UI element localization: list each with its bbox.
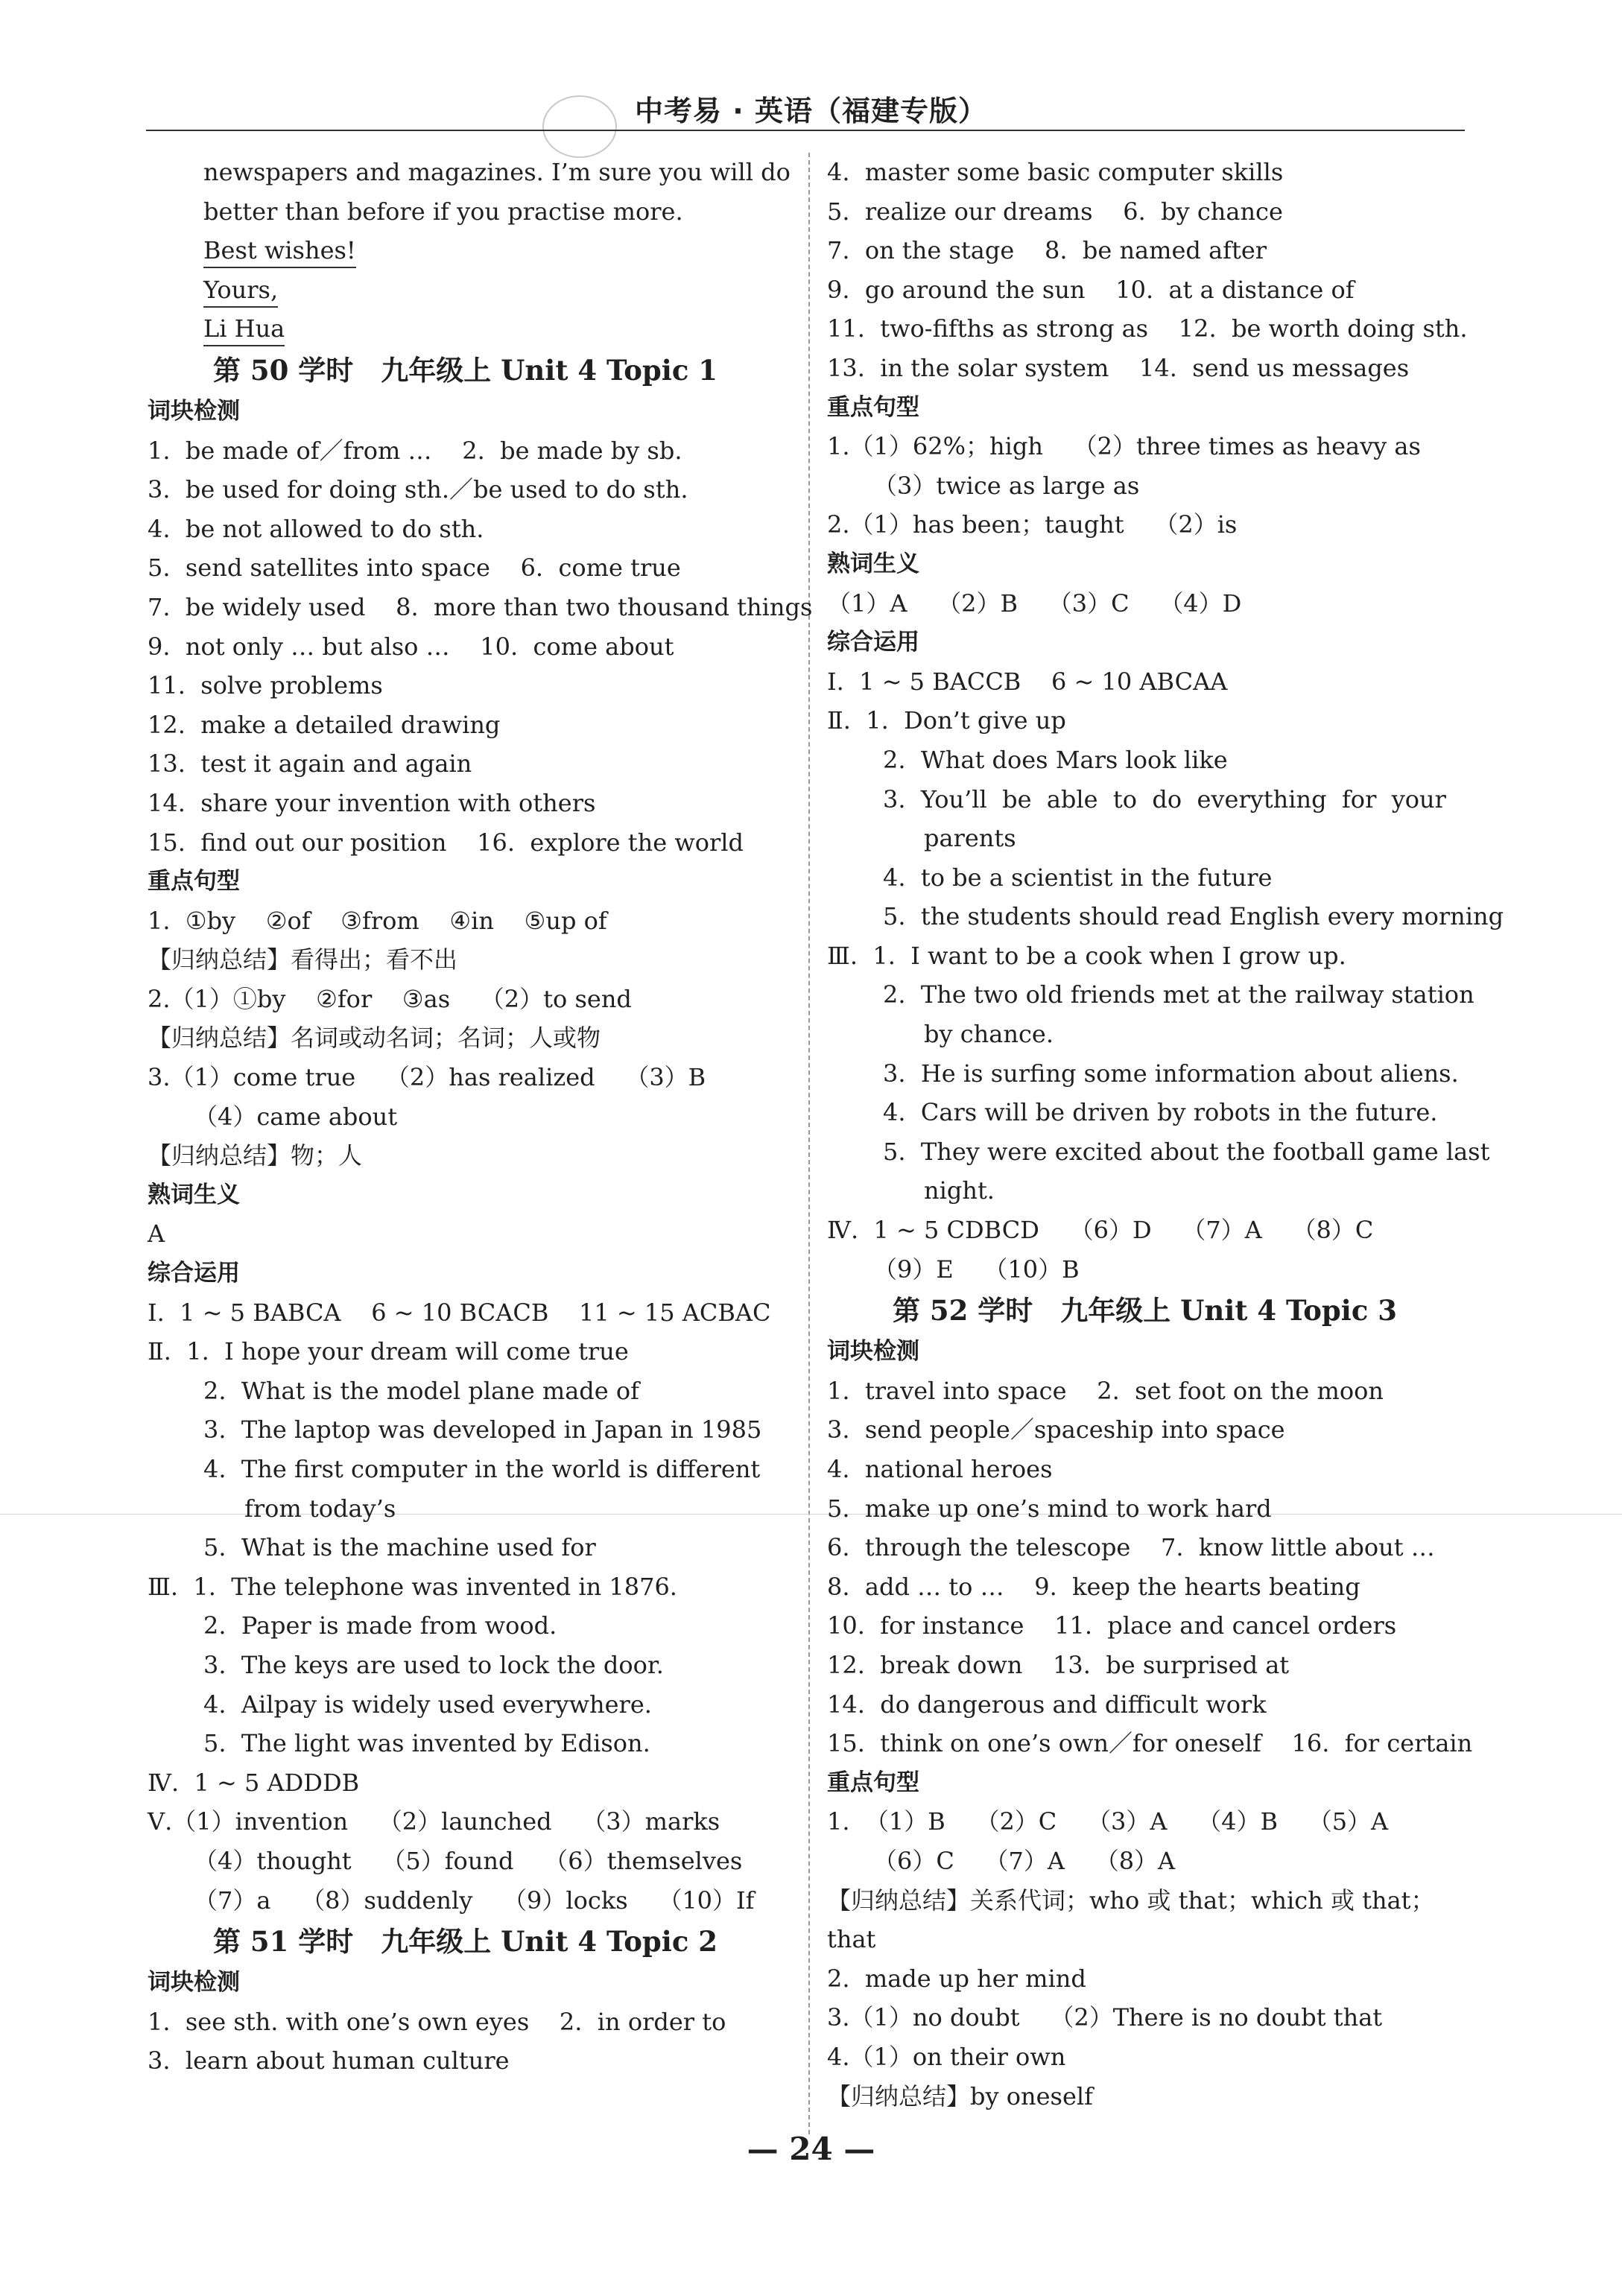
answer-line: 12. make a detailed drawing xyxy=(148,710,501,739)
answer-line: Ⅴ.（1）invention （2）launched （3）marks xyxy=(148,1807,720,1836)
summary-line: 【归纳总结】by oneself xyxy=(827,2081,1093,2111)
answer-line: 6. through the telescope 7. know little about … xyxy=(827,1533,1435,1562)
answer-line: （1）A （2）B （3）C （4）D xyxy=(827,589,1242,618)
answer-line: parents xyxy=(924,824,1016,853)
answer-line: 4. Cars will be driven by robots in the future. xyxy=(883,1098,1438,1127)
answer-line: （4）came about xyxy=(194,1102,398,1131)
answer-line: 11. two-fifths as strong as 12. be worth doing sth. xyxy=(827,314,1468,343)
section-heading: 词块检测 xyxy=(148,397,240,425)
header-rule xyxy=(146,130,1465,131)
answer-line: Ⅳ. 1 ~ 5 CDBCD （6）D （7）A （8）C xyxy=(827,1216,1374,1245)
answer-line: 15. find out our position 16. explore the world xyxy=(148,828,744,857)
answer-line: 5. The light was invented by Edison. xyxy=(203,1729,650,1758)
answer-line: 14. do dangerous and difficult work xyxy=(827,1690,1267,1719)
answer-line: （9）E （10）B xyxy=(873,1255,1080,1284)
right-column xyxy=(827,153,1504,2116)
answer-line: Ⅲ. 1. The telephone was invented in 1876. xyxy=(148,1572,677,1601)
answer-line: （4）thought （5）found （6）themselves xyxy=(194,1846,743,1875)
header-title: 中考易 · 英语（福建专版） xyxy=(635,95,987,127)
letter-closing: Best wishes! xyxy=(203,234,356,268)
answer-line: Ⅰ. 1 ~ 5 BACCB 6 ~ 10 ABCAA xyxy=(827,667,1228,696)
answer-line: （7）a （8）suddenly （9）locks （10）If xyxy=(194,1886,755,1915)
answer-line: 3. send people／spaceship into space xyxy=(827,1415,1285,1444)
answer-line: 2. What does Mars look like xyxy=(883,745,1228,774)
letter-signature: Li Hua xyxy=(203,312,285,346)
answer-line: Ⅱ. 1. I hope your dream will come true xyxy=(148,1337,629,1366)
answer-line: 2. The two old friends met at the railway station xyxy=(883,980,1474,1009)
section-heading: 熟词生义 xyxy=(148,1181,240,1208)
answer-line: 2. Paper is made from wood. xyxy=(203,1611,557,1640)
summary-line: that xyxy=(827,1925,876,1954)
answer-line: 14. share your invention with others xyxy=(148,788,596,817)
answer-line: （6）C （7）A （8）A xyxy=(873,1846,1176,1875)
answer-line: night. xyxy=(924,1176,995,1205)
lesson-50-title: 第 50 学时 九年级上 Unit 4 Topic 1 xyxy=(213,353,718,387)
answer-line: 8. add … to … 9. keep the hearts beating xyxy=(827,1572,1360,1601)
answer-line: 1. be made of／from … 2. be made by sb. xyxy=(148,436,682,465)
answer-line: 5. What is the machine used for xyxy=(203,1533,596,1562)
answer-line: 3. be used for doing sth.／be used to do sth. xyxy=(148,475,688,504)
answer-line: 4. Ailpay is widely used everywhere. xyxy=(203,1690,652,1719)
letter-closing: Yours, xyxy=(203,273,278,308)
section-heading: 综合运用 xyxy=(827,629,919,656)
answer-line: 12. break down 13. be surprised at xyxy=(827,1650,1290,1679)
summary-line: 【归纳总结】名词或动名词；名词；人或物 xyxy=(148,1024,601,1053)
section-heading: 重点句型 xyxy=(148,868,240,895)
answer-line: 1.（1）62%；high （2）three times as heavy as xyxy=(827,432,1421,461)
answer-line: Ⅱ. 1. Don’t give up xyxy=(827,706,1066,735)
answer-line: Ⅰ. 1 ~ 5 BABCA 6 ~ 10 BCACB 11 ~ 15 ACBAC xyxy=(148,1298,771,1327)
summary-line: 【归纳总结】关系代词；who 或 that；which 或 that； xyxy=(827,1886,1435,1915)
answer-line: 3. He is surfing some information about aliens. xyxy=(883,1059,1459,1088)
section-heading: 重点句型 xyxy=(827,393,919,421)
answer-line: 5. make up one’s mind to work hard xyxy=(827,1494,1272,1523)
answer-line: 15. think on one’s own／for oneself 16. for certain xyxy=(827,1729,1473,1758)
section-heading: 重点句型 xyxy=(827,1769,919,1796)
answer-line: 3. learn about human culture xyxy=(148,2046,510,2075)
answer-line: 5. the students should read English every morning xyxy=(883,902,1504,931)
answer-line: 4. be not allowed to do sth. xyxy=(148,514,484,543)
answer-line: 1. （1）B （2）C （3）A （4）B （5）A xyxy=(827,1807,1389,1836)
section-heading: 熟词生义 xyxy=(827,550,919,577)
answer-line: 11. solve problems xyxy=(148,671,383,700)
answer-line: 9. not only … but also … 10. come about xyxy=(148,632,674,661)
section-heading: 综合运用 xyxy=(148,1260,240,1287)
answer-line: 2.（1）has been；taught （2）is xyxy=(827,510,1238,539)
answer-line: 1. see sth. with one’s own eyes 2. in order to xyxy=(148,2007,726,2036)
answer-line: by chance. xyxy=(924,1020,1054,1049)
summary-line: 【归纳总结】物；人 xyxy=(148,1141,363,1170)
answer-line: Ⅳ. 1 ~ 5 ADDDB xyxy=(148,1768,360,1797)
lesson-51-title: 第 51 学时 九年级上 Unit 4 Topic 2 xyxy=(213,1925,718,1959)
answer-line: 3.（1）no doubt （2）There is no doubt that xyxy=(827,2003,1383,2032)
stamp-logo-icon xyxy=(542,95,617,158)
answer-line: 4. to be a scientist in the future xyxy=(883,863,1273,892)
answer-line: 4.（1）on their own xyxy=(827,2042,1066,2071)
answer-line: 4. master some basic computer skills xyxy=(827,158,1284,186)
answer-line: Ⅲ. 1. I want to be a cook when I grow up. xyxy=(827,941,1346,970)
answer-line: 2. What is the model plane made of xyxy=(203,1376,639,1405)
letter-line: newspapers and magazines. I’m sure you will do xyxy=(203,158,791,186)
answer-line: 3.（1）come true （2）has realized （3）B xyxy=(148,1063,706,1092)
section-heading: 词块检测 xyxy=(148,1969,240,1997)
answer-line: 7. be widely used 8. more than two thousand things xyxy=(148,592,813,621)
answer-line: 1. ①by ②of ③from ④in ⑤up of xyxy=(148,906,607,935)
answer-line: 5. send satellites into space 6. come true xyxy=(148,554,681,583)
answer-line: 5. They were excited about the football game last xyxy=(883,1137,1490,1166)
summary-line: 【归纳总结】看得出；看不出 xyxy=(148,945,458,974)
answer-line: 13. in the solar system 14. send us messages xyxy=(827,353,1410,382)
answer-line: 4. national heroes xyxy=(827,1455,1053,1483)
answer-line: 3. The laptop was developed in Japan in 1985 xyxy=(203,1415,762,1444)
answer-line: A xyxy=(148,1220,165,1249)
answer-line: （3）twice as large as xyxy=(873,471,1140,500)
section-heading: 词块检测 xyxy=(827,1338,919,1366)
column-divider xyxy=(808,153,810,2134)
answer-line: 1. travel into space 2. set foot on the moon xyxy=(827,1376,1384,1405)
answer-line: 10. for instance 11. place and cancel orders xyxy=(827,1611,1397,1640)
lesson-52-title: 第 52 学时 九年级上 Unit 4 Topic 3 xyxy=(893,1294,1398,1328)
answer-line: 4. The first computer in the world is different xyxy=(203,1455,761,1483)
answer-line: 3. The keys are used to lock the door. xyxy=(203,1650,664,1679)
page-number: — 24 — xyxy=(747,2131,875,2167)
answer-line: 2.（1）①by ②for ③as （2）to send xyxy=(148,984,632,1013)
answer-line: 3. You’ll be able to do everything for your xyxy=(883,784,1446,814)
answer-line: 5. realize our dreams 6. by chance xyxy=(827,197,1283,226)
answer-line: 2. made up her mind xyxy=(827,1964,1086,1993)
answer-line: 9. go around the sun 10. at a distance of xyxy=(827,275,1355,304)
answer-line: 13. test it again and again xyxy=(148,749,472,778)
answer-line: 7. on the stage 8. be named after xyxy=(827,236,1267,265)
answer-line: from today’s xyxy=(244,1494,396,1523)
letter-line: better than before if you practise more. xyxy=(203,197,683,226)
left-column xyxy=(148,153,813,2081)
